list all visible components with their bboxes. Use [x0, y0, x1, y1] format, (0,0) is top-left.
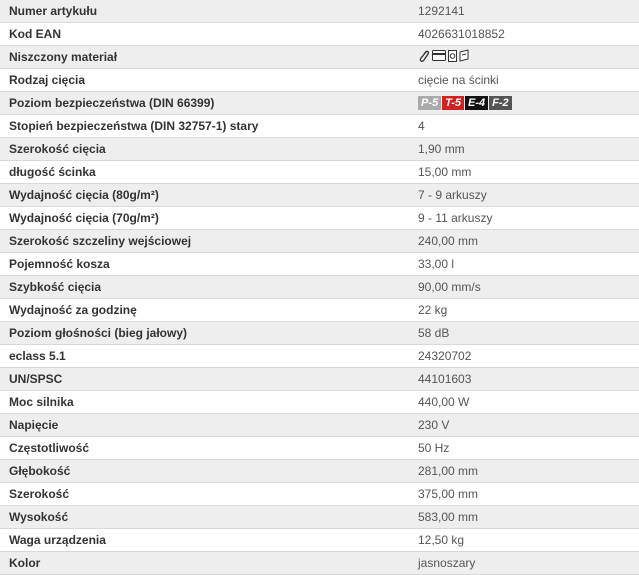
spec-value: 50 Hz — [399, 437, 639, 460]
spec-row — [0, 46, 639, 69]
spec-label: Szerokość cięcia — [0, 138, 399, 161]
spec-row — [0, 345, 639, 368]
security-level-badge: T-5 — [442, 96, 464, 110]
spec-row — [0, 552, 639, 575]
spec-value: 12,50 kg — [399, 529, 639, 552]
spec-row — [0, 299, 639, 322]
spec-value: 240,00 mm — [399, 230, 639, 253]
spec-label: Moc silnika — [0, 391, 399, 414]
spec-value: 583,00 mm — [399, 506, 639, 529]
paperclip-icon — [418, 49, 430, 66]
shredded-material-icons — [418, 49, 469, 66]
spec-label: długość ścinka — [0, 161, 399, 184]
spec-row — [0, 0, 639, 23]
spec-row — [0, 184, 639, 207]
spec-value: jasnoszary — [399, 552, 639, 575]
spec-value: 7 - 9 arkuszy — [399, 184, 639, 207]
spec-row — [0, 460, 639, 483]
security-level-badge: F-2 — [489, 96, 512, 110]
spec-row — [0, 368, 639, 391]
cd-icon — [448, 50, 457, 65]
spec-row — [0, 253, 639, 276]
spec-value: 58 dB — [399, 322, 639, 345]
spec-value: 1292141 — [399, 0, 639, 23]
spec-label: Wydajność cięcia (70g/m²) — [0, 207, 399, 230]
spec-label: Wydajność cięcia (80g/m²) — [0, 184, 399, 207]
security-level-badge: P-5 — [418, 96, 441, 110]
spec-value: 4026631018852 — [399, 23, 639, 46]
spec-row — [0, 230, 639, 253]
security-level-badge: E-4 — [465, 96, 488, 110]
spec-row — [0, 207, 639, 230]
spec-value: 281,00 mm — [399, 460, 639, 483]
staple-icon — [459, 49, 469, 65]
spec-row — [0, 414, 639, 437]
spec-row — [0, 506, 639, 529]
spec-value: 15,00 mm — [399, 161, 639, 184]
spec-row — [0, 276, 639, 299]
spec-row — [0, 69, 639, 92]
spec-value: 22 kg — [399, 299, 639, 322]
spec-value: 9 - 11 arkuszy — [399, 207, 639, 230]
spec-label: Niszczony materiał — [0, 46, 399, 69]
spec-label: Stopień bezpieczeństwa (DIN 32757-1) stary — [0, 115, 399, 138]
spec-label: Kod EAN — [0, 23, 399, 46]
spec-row — [0, 115, 639, 138]
spec-row — [0, 483, 639, 506]
spec-label: Kolor — [0, 552, 399, 575]
spec-label: Waga urządzenia — [0, 529, 399, 552]
spec-label: Szerokość szczeliny wejściowej — [0, 230, 399, 253]
spec-row — [0, 138, 639, 161]
spec-value: 440,00 W — [399, 391, 639, 414]
spec-row — [0, 161, 639, 184]
spec-row — [0, 92, 639, 115]
spec-label: eclass 5.1 — [0, 345, 399, 368]
spec-value: 4 — [399, 115, 639, 138]
spec-value: 1,90 mm — [399, 138, 639, 161]
spec-label: Głębokość — [0, 460, 399, 483]
spec-value: 230 V — [399, 414, 639, 437]
spec-label: Wydajność za godzinę — [0, 299, 399, 322]
spec-value: 44101603 — [399, 368, 639, 391]
spec-value: 33,00 l — [399, 253, 639, 276]
spec-row — [0, 529, 639, 552]
spec-label: Napięcie — [0, 414, 399, 437]
spec-row — [0, 437, 639, 460]
spec-label: Szerokość — [0, 483, 399, 506]
spec-label: Poziom bezpieczeństwa (DIN 66399) — [0, 92, 399, 115]
spec-label: Wysokość — [0, 506, 399, 529]
spec-row — [0, 391, 639, 414]
spec-label: Numer artykułu — [0, 0, 399, 23]
spec-label: Częstotliwość — [0, 437, 399, 460]
spec-value: 90,00 mm/s — [399, 276, 639, 299]
spec-value — [399, 92, 639, 115]
credit-card-icon — [432, 50, 446, 64]
spec-label: Poziom głośności (bieg jałowy) — [0, 322, 399, 345]
spec-label: Pojemność kosza — [0, 253, 399, 276]
spec-value — [399, 46, 639, 69]
spec-label: Szybkość cięcia — [0, 276, 399, 299]
spec-value: 24320702 — [399, 345, 639, 368]
spec-row — [0, 322, 639, 345]
spec-label: Rodzaj cięcia — [0, 69, 399, 92]
spec-value: cięcie na ścinki — [399, 69, 639, 92]
security-level-badges — [418, 96, 512, 110]
spec-label: UN/SPSC — [0, 368, 399, 391]
spec-value: 375,00 mm — [399, 483, 639, 506]
spec-row — [0, 23, 639, 46]
